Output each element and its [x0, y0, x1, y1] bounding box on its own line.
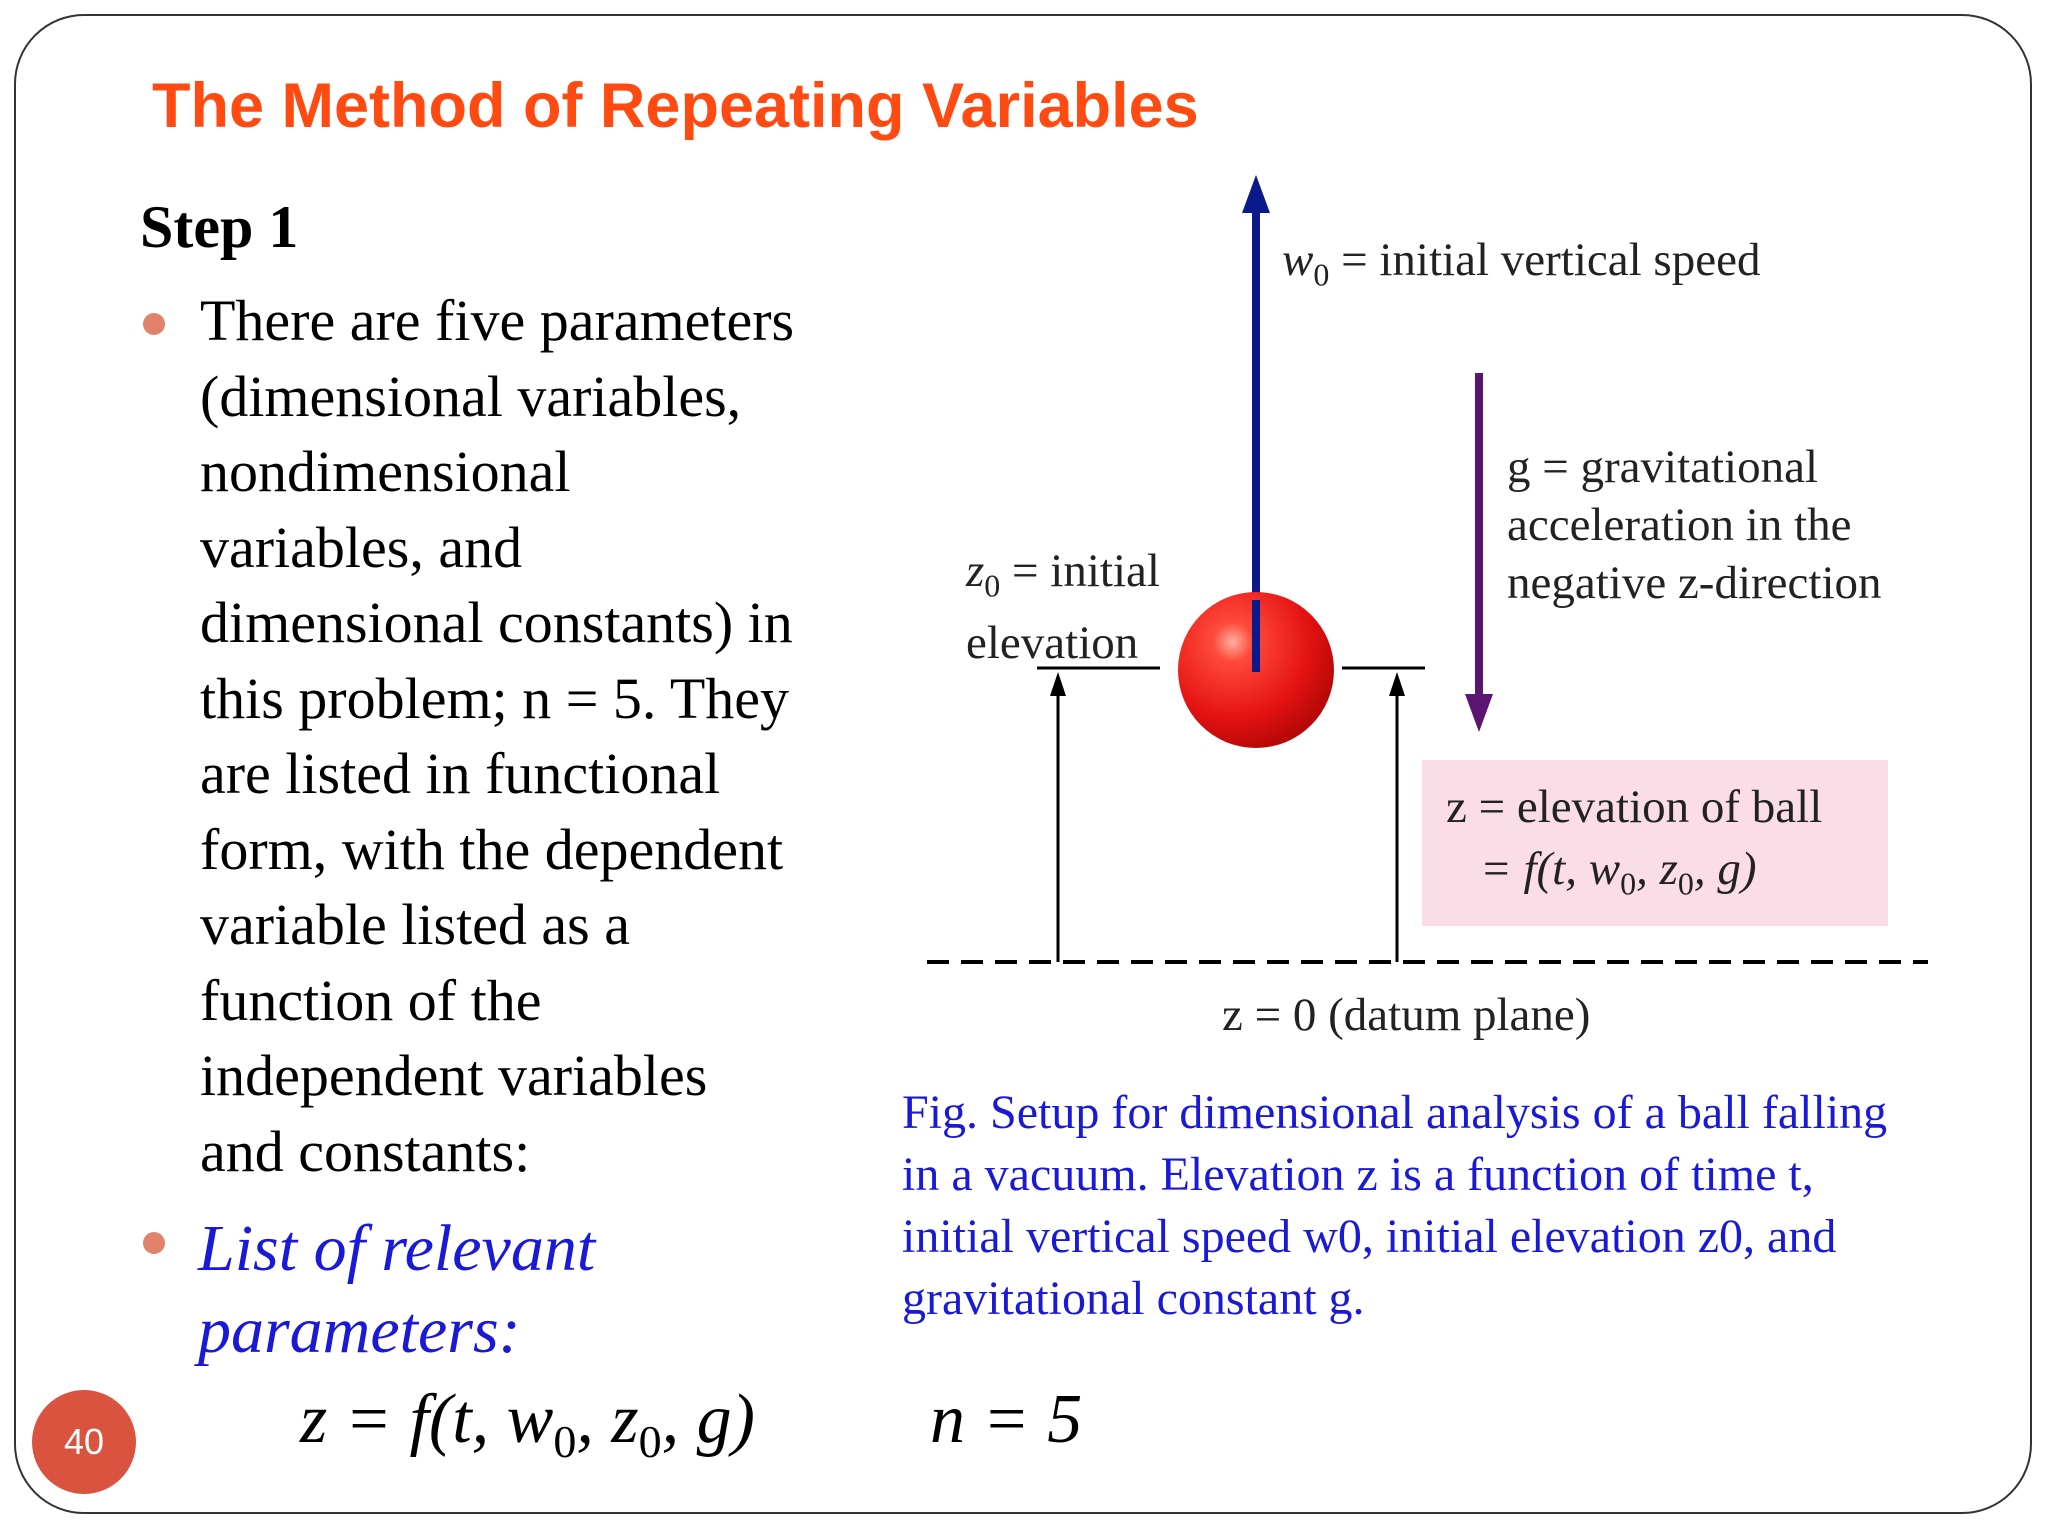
z-box-rest: , g): [1693, 843, 1757, 895]
z-box-sub: 0: [1677, 865, 1694, 902]
figure-caption: [902, 1082, 1962, 1330]
z-elevation-label: [1446, 780, 1822, 834]
bullet-line: form, with the dependent: [200, 816, 784, 882]
datum-label: z = 0 (datum plane): [1222, 989, 1591, 1041]
eq-mid: , z: [576, 1381, 639, 1458]
g-label-line: g = gravitational: [1507, 441, 1819, 493]
z0-description-line2: elevation: [966, 617, 1139, 670]
caption-line: Fig. Setup for dimensional analysis of a ball falling: [902, 1086, 1888, 1139]
eq-lhs: z = f(t, w: [300, 1381, 554, 1458]
bullet-line: function of the: [200, 967, 542, 1033]
w0-arrow-head: [1242, 175, 1270, 213]
bullet-line: (dimensional variables,: [200, 363, 742, 429]
eq-rhs: , g): [661, 1381, 755, 1458]
z-box-line1: z = elevation of ball: [1446, 781, 1823, 833]
bullet-line: variables, and: [200, 514, 523, 580]
caption-line: in a vacuum. Elevation z is a function of time t,: [902, 1148, 1814, 1201]
caption-line: gravitational constant g.: [902, 1272, 1365, 1325]
bullet-line: are listed in functional: [200, 741, 721, 806]
z-box-func: = f(t, w: [1480, 843, 1621, 895]
w0-symbol: w: [1282, 234, 1314, 286]
caption-line: initial vertical speed w0, initial elevation z0, and: [902, 1210, 1837, 1263]
bullet-line: and constants:: [200, 1118, 531, 1184]
bullet-line: nondimensional: [200, 439, 571, 504]
g-arrow-head: [1465, 694, 1493, 732]
z0-label: [966, 542, 1160, 672]
list-label-line: parameters:: [198, 1294, 521, 1367]
page-number-badge: 40: [32, 1390, 136, 1494]
g-label: [1507, 438, 1882, 612]
z-box-mid: , z: [1636, 843, 1678, 895]
bullet-line: independent variables: [200, 1043, 708, 1108]
eq-sub: 0: [553, 1416, 577, 1467]
w0-description: = initial vertical speed: [1329, 234, 1761, 286]
z-function-label: [1480, 842, 1757, 902]
bullet-line: variable listed as a: [200, 892, 630, 957]
g-label-line: acceleration in the: [1507, 499, 1852, 551]
w0-label: [1282, 233, 1760, 293]
bullet-line: dimensional constants) in: [200, 590, 793, 655]
bullet-line: There are five parameters: [200, 288, 795, 353]
eq-sub: 0: [638, 1416, 662, 1467]
bullet-line: this problem; n = 5. They: [200, 665, 790, 731]
step-heading: Step 1: [140, 194, 299, 260]
z-arrow-head: [1389, 672, 1405, 696]
z0-arrow-head: [1050, 672, 1066, 696]
list-label-line: List of relevant: [198, 1212, 596, 1285]
slide-title: The Method of Repeating Variables: [152, 71, 1199, 141]
z0-symbol: z: [966, 545, 985, 597]
z-box-sub: 0: [1620, 865, 1637, 902]
w0-subscript: 0: [1313, 256, 1330, 293]
z0-subscript: 0: [984, 567, 1001, 604]
n-equals-text: n = 5: [930, 1381, 1083, 1458]
z0-description: = initial: [1000, 545, 1160, 597]
g-label-line: negative z-direction: [1507, 557, 1882, 609]
